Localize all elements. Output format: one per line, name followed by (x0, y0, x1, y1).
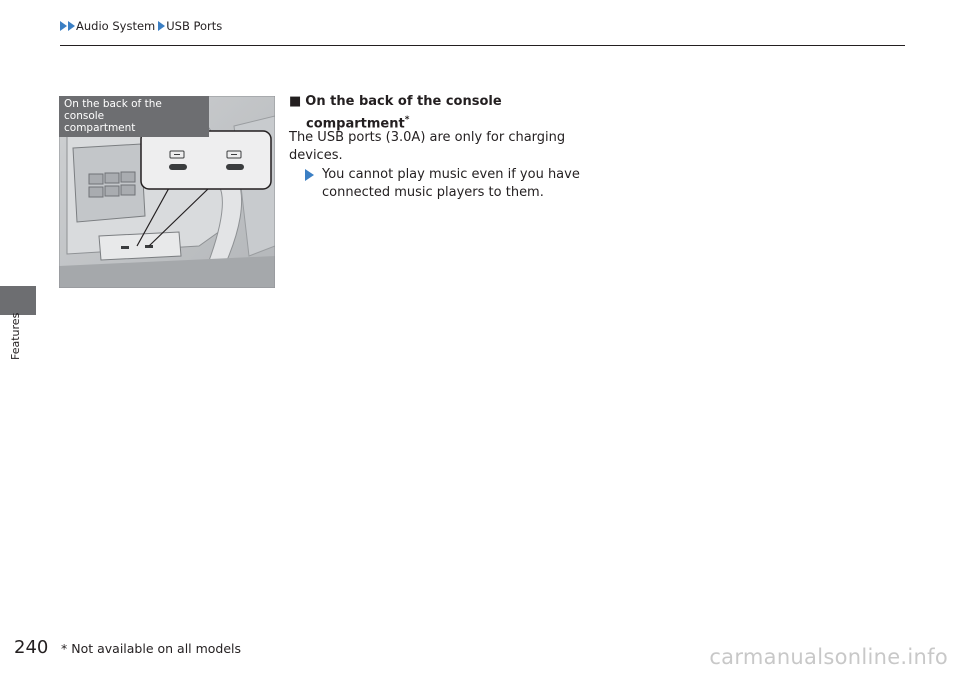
chapter-tab-marker (0, 286, 36, 315)
note-line1: You cannot play music even if you have (322, 167, 580, 182)
chapter-label: Features (9, 312, 22, 360)
footnote: * Not available on all models (61, 641, 242, 656)
header-divider (60, 45, 905, 46)
body-line1: The USB ports (3.0A) are only for charging (289, 130, 566, 145)
breadcrumb-arrow-icon (158, 21, 165, 31)
breadcrumb-arrow-icon (68, 21, 75, 31)
page-number: 240 (14, 637, 49, 658)
figure-caption-line2: compartment (64, 122, 136, 134)
heading-line1: On the back of the console (305, 94, 502, 109)
watermark: carmanualsonline.info (709, 645, 948, 669)
breadcrumb-item-audio-system[interactable]: Audio System (76, 19, 156, 33)
note-line2: connected music players to them. (322, 185, 544, 200)
section-heading (289, 93, 569, 133)
note-item (305, 166, 585, 202)
breadcrumb-arrow-icon (60, 21, 67, 31)
breadcrumb (60, 19, 225, 33)
usb-ports-illustration (59, 96, 275, 288)
note-arrow-icon (305, 169, 314, 181)
body-paragraph (289, 129, 579, 165)
body-line2: devices. (289, 148, 343, 163)
footnote-marker[interactable]: * (404, 115, 410, 125)
figure-caption (59, 96, 209, 137)
heading-square-icon: ■ (289, 94, 302, 109)
heading-line2: compartment (306, 116, 405, 132)
breadcrumb-item-usb-ports[interactable]: USB Ports (166, 19, 223, 33)
figure-caption-line1: On the back of the console (64, 98, 162, 122)
